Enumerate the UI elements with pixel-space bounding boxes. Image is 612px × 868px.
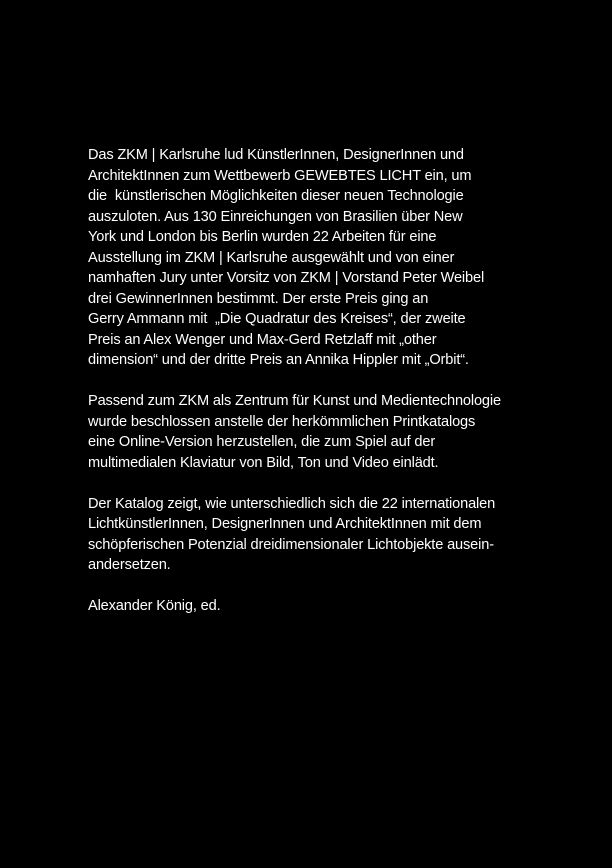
text-line: drei GewinnerInnen bestimmt. Der erste Preis ging an: [88, 290, 429, 307]
text-line: dimension“ und der dritte Preis an Annika Hippler mit „Orbit“.: [88, 352, 469, 368]
text-line: die künstlerischen Möglichkeiten dieser neuen Technologie: [88, 188, 464, 204]
paragraph-online-catalog: [88, 391, 538, 473]
text-line: schöpferischen Potenzial dreidimensionaler Lichtobjekte ausein-: [88, 536, 494, 553]
text-line: Passend zum ZKM als Zentrum für Kunst und Medientechnologie: [88, 393, 501, 409]
text-line: ArchitektInnen zum Wettbewerb GEWEBTES LICHT ein, um: [88, 167, 472, 184]
text-line: auszuloten. Aus 130 Einreichungen von Brasilien über New: [88, 208, 463, 225]
text-line: andersetzen.: [88, 557, 171, 573]
paragraph-catalog-description: [88, 494, 538, 576]
text-line: Der Katalog zeigt, wie unterschiedlich sich die 22 internationalen: [88, 495, 496, 512]
editor-credit: Alexander König, ed.: [88, 598, 221, 614]
text-block: [88, 145, 538, 637]
text-line: Gerry Ammann mit „Die Quadratur des Kreises“, der zweite: [88, 311, 466, 327]
text-line: LichtkünstlerInnen, DesignerInnen und ArchitektInnen mit dem: [88, 516, 482, 532]
paragraph-signature: [88, 596, 538, 617]
text-line: Preis an Alex Wenger und Max-Gerd Retzlaff mit „other: [88, 331, 437, 348]
text-line: Ausstellung im ZKM | Karlsruhe ausgewählt und von einer: [88, 249, 455, 266]
text-line: eine Online-Version herzustellen, die zum Spiel auf der: [88, 434, 436, 450]
paragraph-intro: [88, 145, 538, 371]
text-line: York und London bis Berlin wurden 22 Arbeiten für eine: [88, 229, 437, 245]
text-line: wurde beschlossen anstelle der herkömmlichen Printkatalogs: [88, 413, 476, 430]
text-line: multimedialen Klaviatur von Bild, Ton und Video einlädt.: [88, 454, 439, 471]
text-line: namhaften Jury unter Vorsitz von ZKM | Vorstand Peter Weibel: [88, 270, 485, 286]
text-line: Das ZKM | Karlsruhe lud KünstlerInnen, DesignerInnen und: [88, 147, 464, 163]
